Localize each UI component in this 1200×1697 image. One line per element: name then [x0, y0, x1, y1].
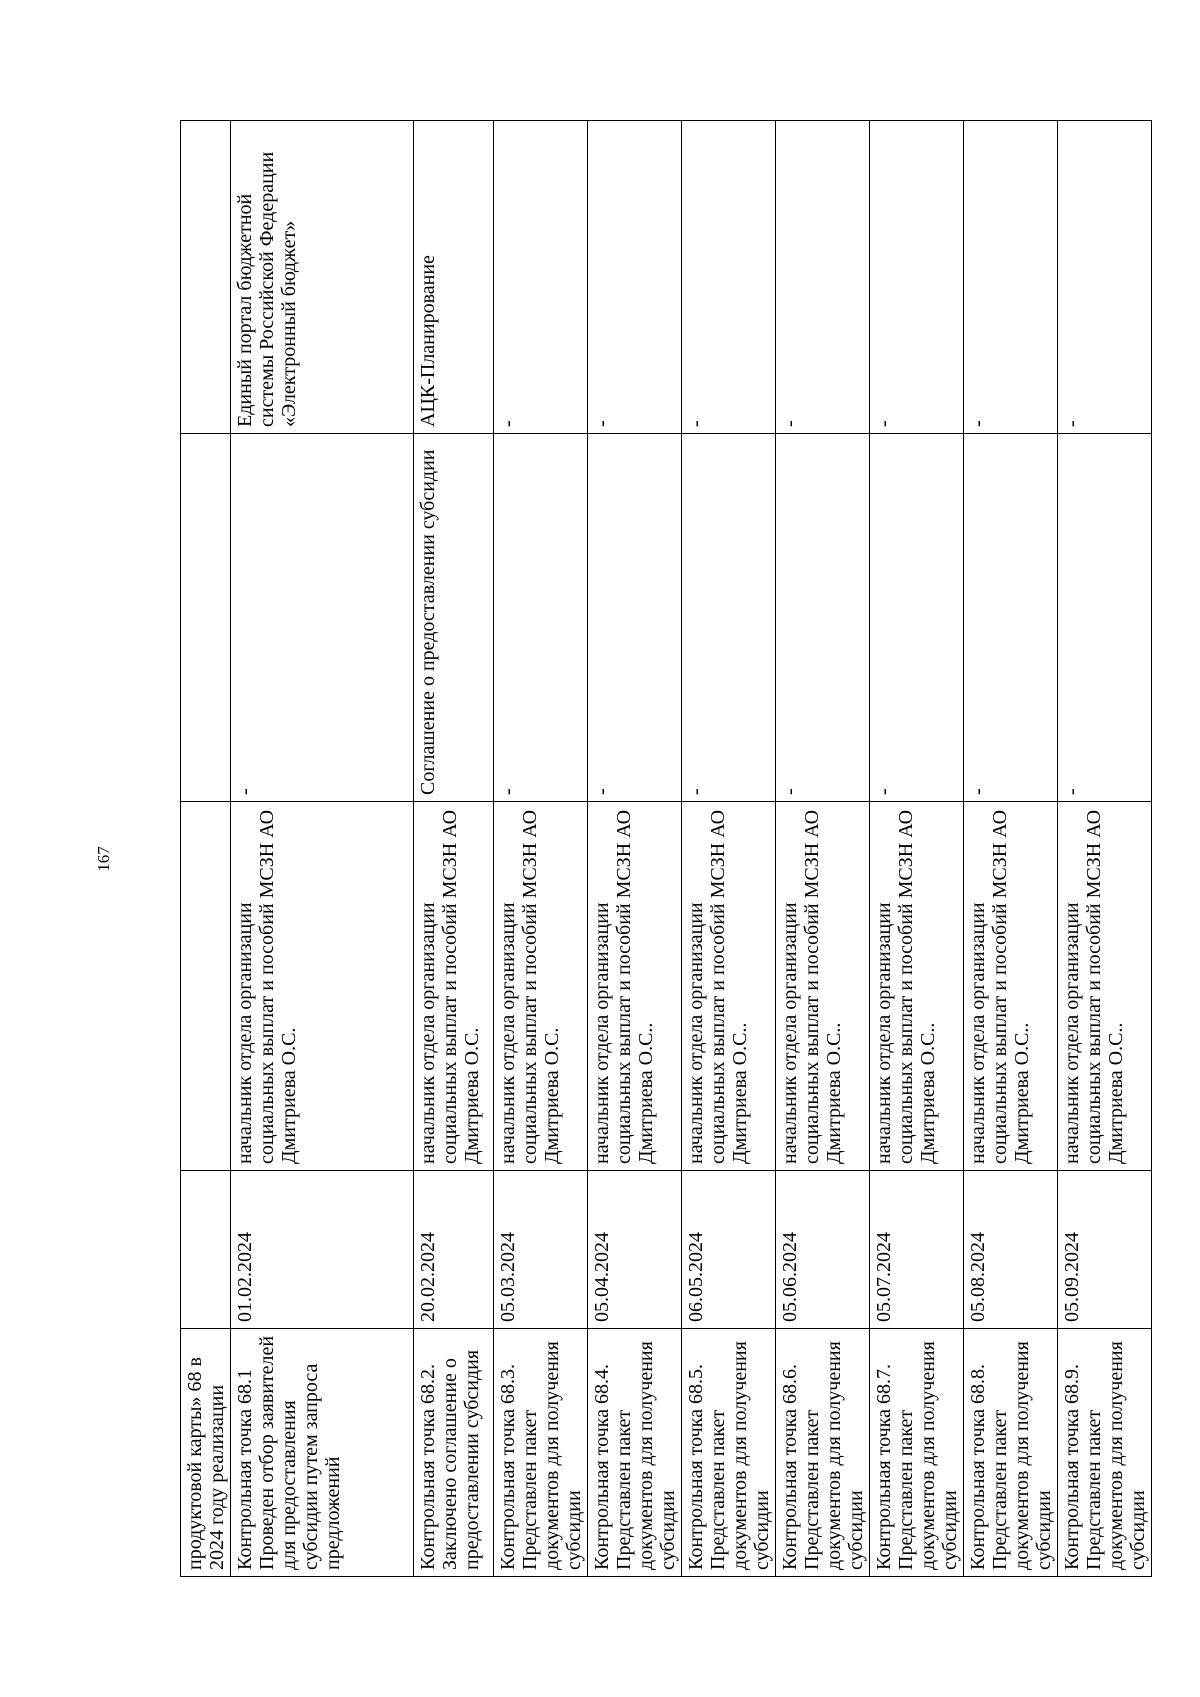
control-point-document: Соглашение о предоставлении субсидии: [414, 434, 494, 802]
table-row: [682, 121, 776, 1577]
control-point-responsible: начальник отдела организации социальных выплат и пособий МСЗН АО Дмитриева О.С.: [494, 802, 588, 1171]
control-point-system: -: [588, 121, 682, 434]
control-point-name: Контрольная точка 68.1 Проведен отбор заявителей для предоставления субсидии путем запроса предложений: [231, 1329, 414, 1577]
table-row: [964, 121, 1058, 1577]
control-point-system: -: [682, 121, 776, 434]
control-point-responsible: начальник отдела организации социальных выплат и пособий МСЗН АО Дмитриева О.С..: [776, 802, 870, 1171]
page-number: 167: [94, 846, 113, 872]
control-point-responsible: начальник отдела организации социальных выплат и пособий МСЗН АО Дмитриева О.С..: [870, 802, 964, 1171]
control-point-system: Единый портал бюджетной системы Российской Федерации «Электронный бюджет»: [231, 121, 414, 434]
control-point-document: -: [494, 434, 588, 802]
header-title: продуктовой карты» 68 в 2024 году реализации: [181, 1329, 231, 1577]
table-row: [776, 121, 870, 1577]
header-system-cell: [181, 121, 231, 434]
control-point-system: -: [494, 121, 588, 434]
control-point-date: 05.09.2024: [1058, 1171, 1152, 1329]
control-point-name: Контрольная точка 68.4. Представлен пакет документов для получения субсидии: [588, 1329, 682, 1577]
control-point-responsible: начальник отдела организации социальных выплат и пособий МСЗН АО Дмитриева О.С..: [1058, 802, 1152, 1171]
control-point-name: Контрольная точка 68.2. Заключено соглашение о предоставлении субсидия: [414, 1329, 494, 1577]
control-points-table: [180, 120, 1152, 1577]
control-point-document: -: [776, 434, 870, 802]
header-date-cell: [181, 1171, 231, 1329]
control-point-document: -: [1058, 434, 1152, 802]
table-header-row: [181, 121, 231, 1577]
rotated-table-container: [180, 121, 1150, 1577]
table-row: [870, 121, 964, 1577]
control-point-name: Контрольная точка 68.5. Представлен пакет документов для получения субсидии: [682, 1329, 776, 1577]
control-point-date: 06.05.2024: [682, 1171, 776, 1329]
control-point-system: -: [964, 121, 1058, 434]
control-point-date: 01.02.2024: [231, 1171, 414, 1329]
table-row: [231, 121, 414, 1577]
control-point-date: 05.06.2024: [776, 1171, 870, 1329]
control-point-document: -: [231, 434, 414, 802]
control-point-system: АЦК-Планирование: [414, 121, 494, 434]
control-point-date: 20.02.2024: [414, 1171, 494, 1329]
control-point-date: 05.04.2024: [588, 1171, 682, 1329]
control-point-name: Контрольная точка 68.3. Представлен пакет документов для получения субсидии: [494, 1329, 588, 1577]
header-responsible-cell: [181, 802, 231, 1171]
control-point-system: -: [776, 121, 870, 434]
control-point-date: 05.07.2024: [870, 1171, 964, 1329]
control-point-system: -: [870, 121, 964, 434]
control-point-document: -: [588, 434, 682, 802]
control-point-responsible: начальник отдела организации социальных выплат и пособий МСЗН АО Дмитриева О.С..: [964, 802, 1058, 1171]
header-document-cell: [181, 434, 231, 802]
table-row: [414, 121, 494, 1577]
control-point-responsible: начальник отдела организации социальных выплат и пособий МСЗН АО Дмитриева О.С..: [682, 802, 776, 1171]
control-point-document: -: [964, 434, 1058, 802]
control-point-name: Контрольная точка 68.7. Представлен пакет документов для получения субсидии: [870, 1329, 964, 1577]
control-point-name: Контрольная точка 68.8. Представлен пакет документов для получения субсидии: [964, 1329, 1058, 1577]
table-row: [588, 121, 682, 1577]
table-row: [1058, 121, 1152, 1577]
control-point-document: -: [682, 434, 776, 802]
control-point-system: -: [1058, 121, 1152, 434]
table-row: [494, 121, 588, 1577]
control-point-date: 05.03.2024: [494, 1171, 588, 1329]
control-point-responsible: начальник отдела организации социальных выплат и пособий МСЗН АО Дмитриева О.С..: [588, 802, 682, 1171]
control-point-document: -: [870, 434, 964, 802]
control-point-date: 05.08.2024: [964, 1171, 1058, 1329]
control-point-responsible: начальник отдела организации социальных выплат и пособий МСЗН АО Дмитриева О.С.: [231, 802, 414, 1171]
control-point-name: Контрольная точка 68.9. Представлен пакет документов для получения субсидии: [1058, 1329, 1152, 1577]
control-point-responsible: начальник отдела организации социальных выплат и пособий МСЗН АО Дмитриева О.С.: [414, 802, 494, 1171]
control-point-name: Контрольная точка 68.6. Представлен пакет документов для получения субсидии: [776, 1329, 870, 1577]
